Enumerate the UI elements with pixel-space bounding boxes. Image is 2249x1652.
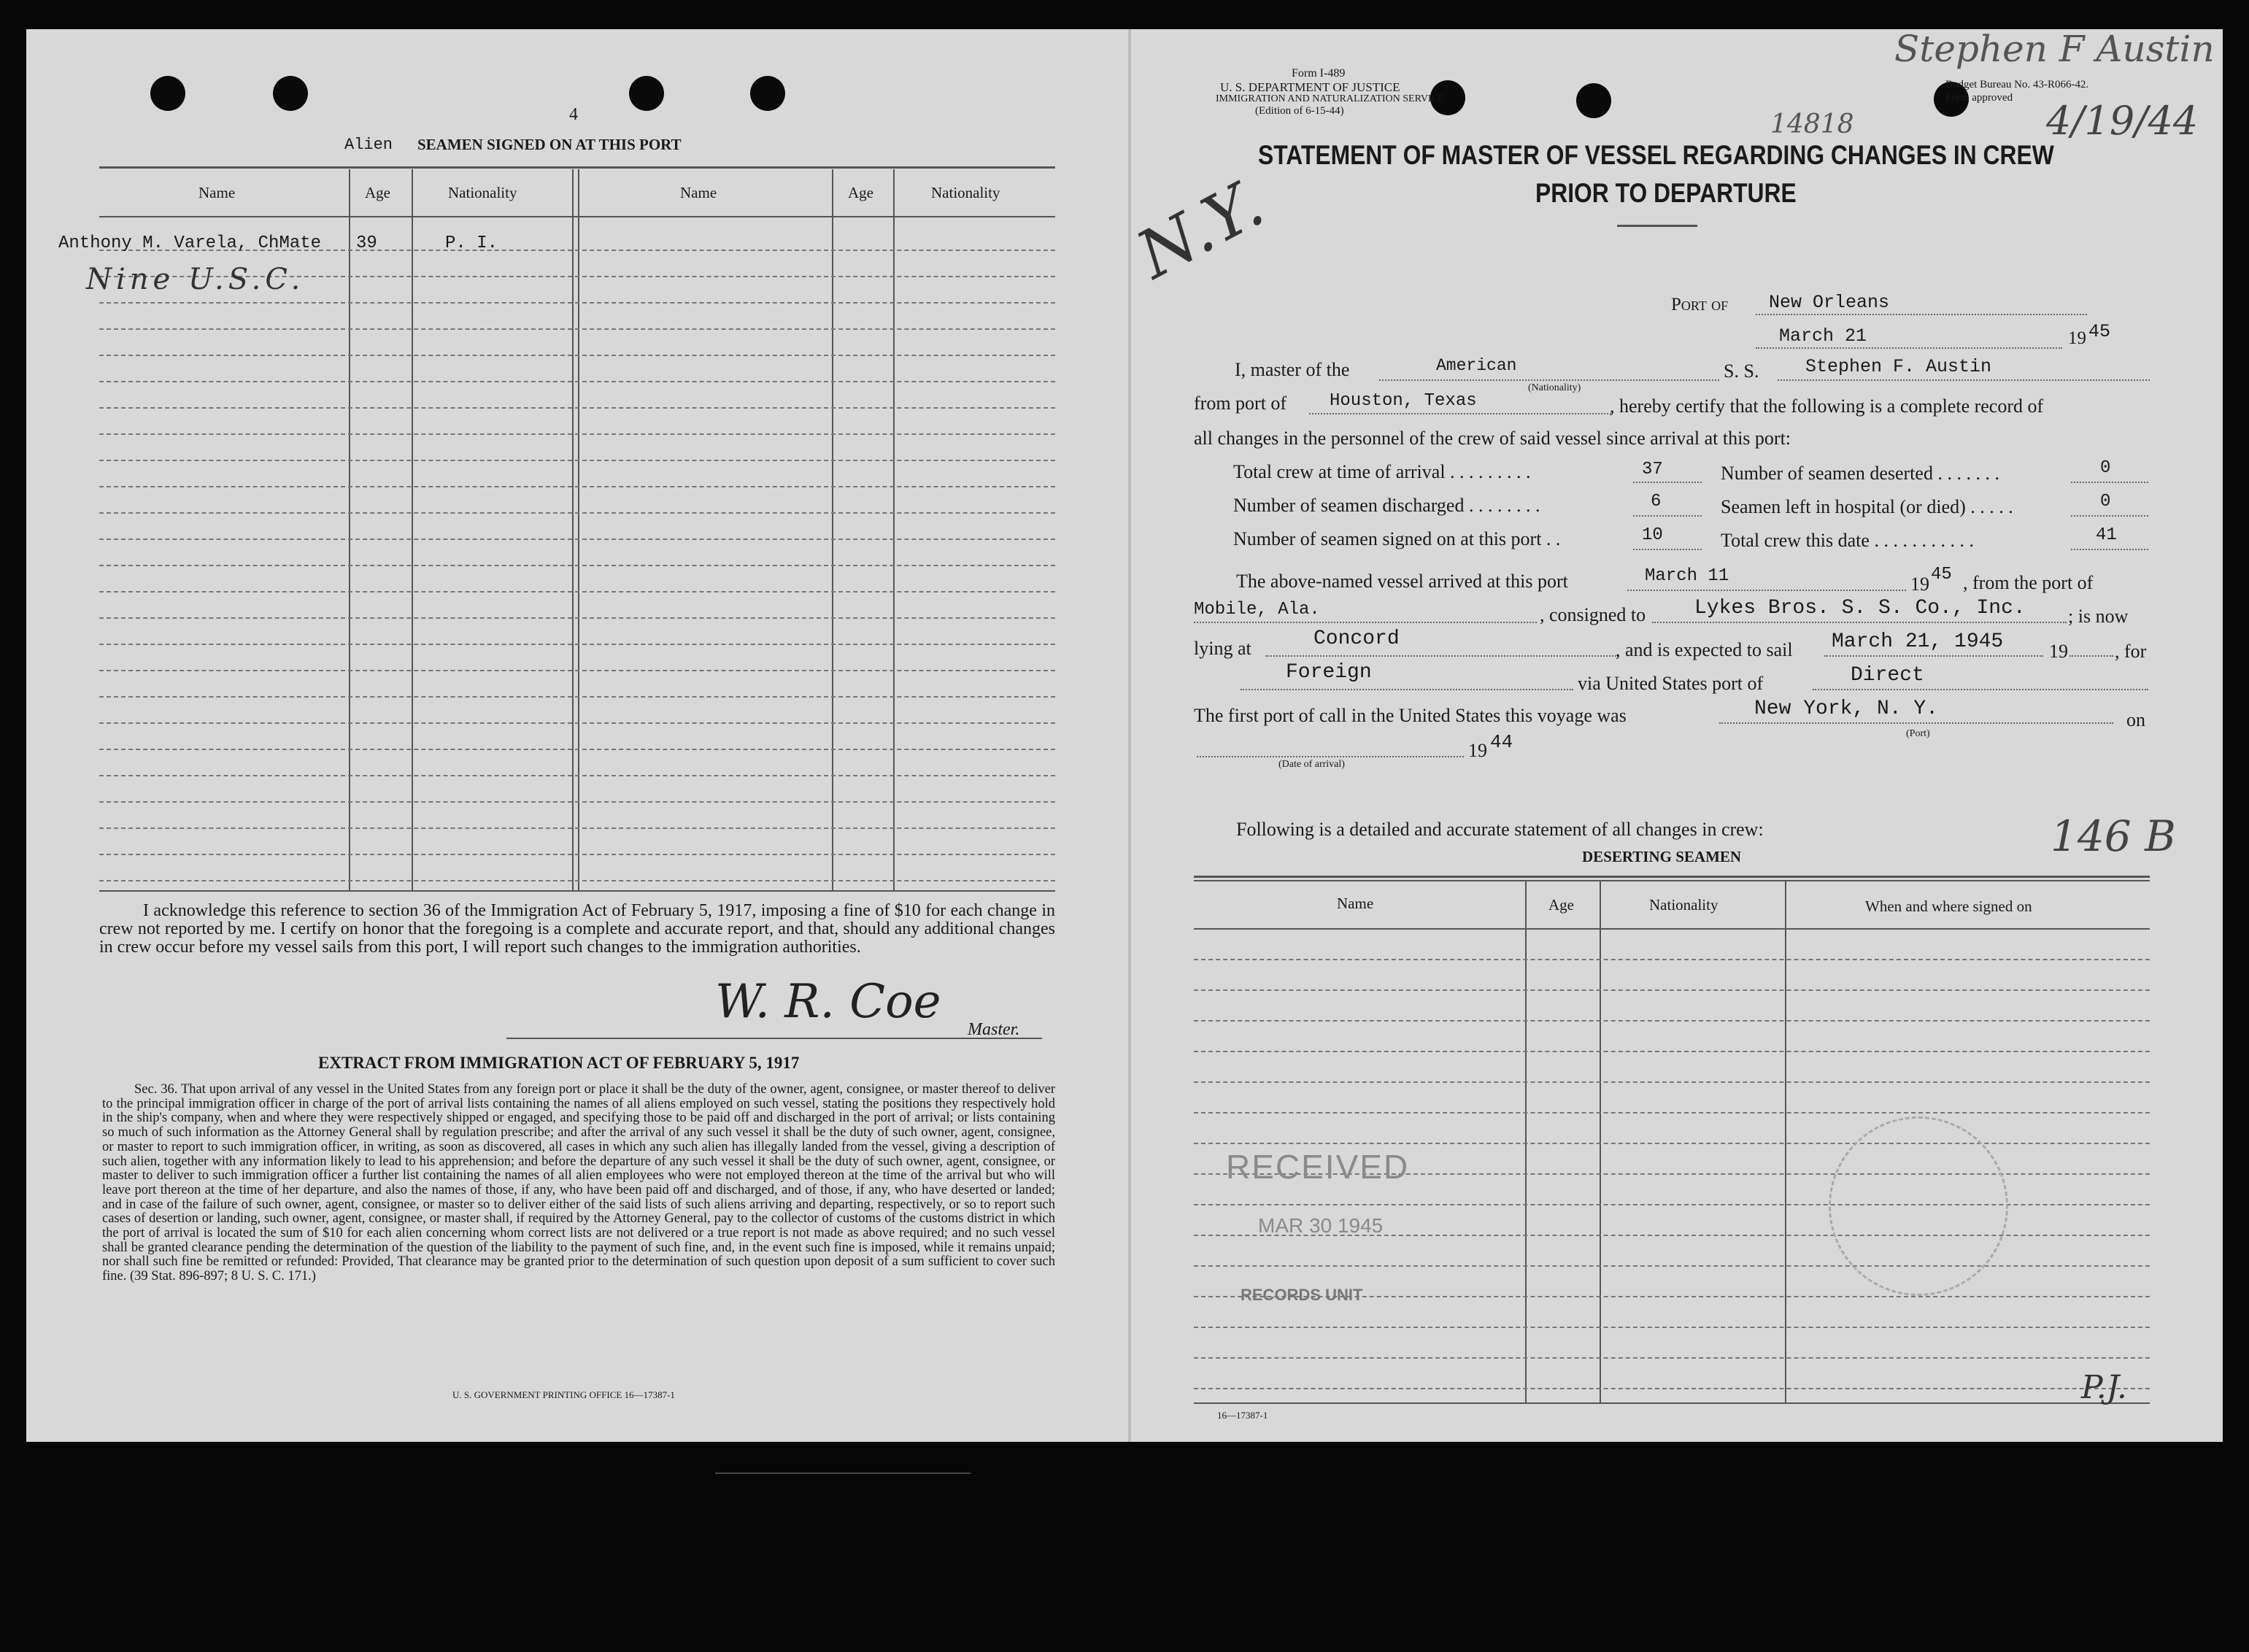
row-rule — [99, 827, 1055, 829]
deserting-header-rule — [1194, 928, 2150, 930]
nationality-fill — [1379, 379, 1719, 381]
circular-stamp — [1829, 1116, 2008, 1296]
certification-text: I acknowledge this reference to section 36 of the Immigration Act of February 5, 1917, imposing a fine of $10 for each change in crew not reported by me. I certify on honor that the foregoing is a complete and accurate report, and that, should any additional changes in crew occur before my vessel sails from this port, I will report such changes to the immigration authorities. — [99, 901, 1055, 957]
expected-label: , and is expected to sail — [1616, 639, 1793, 660]
row-rule — [99, 617, 1055, 619]
year-prefix: 19 — [2068, 328, 2086, 348]
table-title: SEAMEN SIGNED ON AT THIS PORT — [417, 136, 682, 153]
via-fill — [1813, 689, 2148, 690]
sail-year-prefix: 19 — [2049, 641, 2068, 662]
total-crew-arrival-fill — [1633, 482, 1702, 483]
first-year-prefix: 19 — [1468, 740, 1487, 761]
row-rule — [99, 486, 1055, 487]
deserted-value: 0 — [2100, 458, 2111, 478]
row-rule — [99, 328, 1055, 330]
date-value: March 21 — [1779, 325, 1867, 347]
lying-at-label: lying at — [1194, 638, 1251, 659]
nationality-label: (Nationality) — [1528, 382, 1581, 393]
row-rule — [99, 512, 1055, 514]
deserting-col-age: Age — [1548, 896, 1574, 914]
total-crew-arrival-value: 37 — [1642, 460, 1663, 479]
punch-hole — [1576, 83, 1611, 118]
form-subtitle: PRIOR TO DEPARTURE — [1535, 178, 1797, 208]
handwritten-number: 14818 — [1770, 109, 1854, 139]
port-fill — [1756, 314, 2087, 315]
total-crew-date-label: Total crew this date . . . . . . . . . . . — [1721, 530, 1974, 551]
row-rule — [1194, 1112, 2150, 1113]
first-port-value: New York, N. Y. — [1754, 698, 1939, 720]
row-rule — [99, 460, 1055, 461]
received-stamp: RECEIVED — [1226, 1148, 1410, 1186]
consigned-fill — [1652, 622, 2067, 623]
column-rule — [893, 169, 895, 892]
port-label: (Port) — [1906, 728, 1930, 739]
deserted-fill — [2071, 482, 2148, 483]
row-rule — [1194, 1081, 2150, 1083]
row-rule — [99, 355, 1055, 356]
signed-on-fill — [1633, 549, 1702, 550]
deserting-table-top-2 — [1194, 880, 2150, 881]
first-year-value: 44 — [1490, 731, 1513, 753]
consigned-label: , consigned to — [1540, 604, 1646, 625]
from-the-port-label: , from the port of — [1963, 572, 2094, 593]
hospital-value: 0 — [2100, 492, 2111, 512]
from-port-label: from port of — [1194, 393, 1287, 414]
row-rule — [99, 644, 1055, 645]
footer-code: 16—17387-1 — [1217, 1410, 1268, 1421]
column-rule — [832, 169, 833, 892]
handwritten-ship-name: Stephen F Austin — [1894, 28, 2215, 70]
via-value: Direct — [1851, 664, 1924, 687]
is-now-label: ; is now — [2068, 606, 2129, 627]
destination-fill — [1241, 689, 1573, 690]
date-of-arrival-fill — [1197, 756, 1464, 757]
form-approved: Form approved — [1945, 92, 2013, 104]
table-row-age: 39 — [356, 233, 377, 253]
vessel-value: Stephen F. Austin — [1805, 356, 1992, 377]
col-header-nationality: Nationality — [448, 184, 517, 201]
punch-hole — [629, 76, 664, 111]
consigned-value: Lykes Bros. S. S. Co., Inc. — [1694, 597, 2026, 620]
deserting-title: DESERTING SEAMEN — [1582, 848, 1742, 865]
row-rule — [1194, 1020, 2150, 1022]
form-number: Form I-489 — [1292, 67, 1346, 80]
title-rule — [1617, 225, 1697, 227]
master-label: Master. — [968, 1020, 1020, 1039]
destination-value: Foreign — [1286, 661, 1372, 684]
master-of-label: I, master of the — [1235, 359, 1350, 380]
handwritten-ny: N.Y. — [1124, 165, 1276, 294]
port-of-label: Port of — [1671, 295, 1729, 314]
department: U. S. DEPARTMENT OF JUSTICE — [1220, 80, 1400, 94]
total-crew-arrival-label: Total crew at time of arrival . . . . . . . . . — [1233, 461, 1531, 482]
via-label: via United States port of — [1578, 673, 1764, 694]
stamp-date: MAR 30 1945 — [1258, 1214, 1384, 1237]
page-number: 4 — [569, 105, 578, 124]
deserting-col-name: Name — [1337, 895, 1374, 912]
ss-label: S. S. — [1724, 360, 1759, 382]
arrived-date-fill — [1627, 590, 1906, 591]
for-label: , for — [2115, 641, 2147, 662]
row-rule — [99, 670, 1055, 671]
certify-text: , hereby certify that the following is a complete record of — [1610, 395, 2044, 417]
from-port-fill — [1309, 413, 1611, 414]
edition: (Edition of 6-15-44) — [1255, 105, 1344, 117]
deserting-table-bottom — [1194, 1402, 2150, 1404]
arrived-year-value: 45 — [1931, 565, 1952, 584]
col-header-nationality: Nationality — [931, 184, 1000, 201]
row-rule — [1194, 1051, 2150, 1052]
deserting-col-nationality: Nationality — [1649, 896, 1718, 914]
discharged-fill — [1633, 515, 1702, 517]
service: IMMIGRATION AND NATURALIZATION SERVICE — [1216, 93, 1445, 104]
from-port-value: Houston, Texas — [1330, 391, 1477, 411]
column-rule — [349, 169, 350, 892]
table-row-name: Anthony M. Varela, ChMate — [58, 233, 322, 253]
row-rule — [1194, 1388, 2150, 1389]
page-fold — [1128, 29, 1131, 1442]
hospital-fill — [2071, 515, 2148, 517]
bottom-rule — [715, 1472, 971, 1474]
row-rule — [1194, 1143, 2150, 1144]
form-title: STATEMENT OF MASTER OF VESSEL REGARDING CHANGES IN CREW — [1258, 140, 2054, 170]
extract-title: EXTRACT FROM IMMIGRATION ACT OF FEBRUARY 5, 1917 — [318, 1054, 800, 1072]
vessel-fill — [1778, 379, 2150, 381]
first-port-label: The first port of call in the United States this voyage was — [1194, 705, 1627, 726]
date-fill — [1756, 347, 2062, 349]
sail-date-value: March 21, 1945 — [1832, 630, 2004, 653]
column-rule — [572, 169, 574, 892]
column-rule — [412, 169, 413, 892]
header-typed: Alien — [344, 136, 393, 154]
row-rule — [99, 565, 1055, 566]
row-rule — [99, 539, 1055, 540]
row-rule — [99, 591, 1055, 593]
column-rule — [578, 169, 579, 892]
sail-year-fill — [2069, 655, 2113, 657]
first-port-fill — [1719, 722, 2113, 724]
row-rule — [99, 775, 1055, 776]
date-of-arrival-label: (Date of arrival) — [1278, 759, 1345, 770]
row-rule — [1194, 1327, 2150, 1328]
port-of-value: New Orleans — [1769, 292, 1890, 313]
arrived-label: The above-named vessel arrived at this port — [1236, 571, 1568, 592]
row-rule — [99, 749, 1055, 750]
table-border-bottom — [99, 890, 1055, 892]
signed-on-value: 10 — [1642, 525, 1663, 545]
certify-text-2: all changes in the personnel of the crew of said vessel since arrival at this port: — [1194, 428, 1791, 449]
deserting-table-top — [1194, 876, 2150, 878]
row-rule — [99, 722, 1055, 724]
punch-hole — [273, 76, 308, 111]
col-header-age: Age — [848, 184, 873, 201]
table-header-rule — [99, 216, 1055, 217]
col-header-name: Name — [680, 184, 717, 201]
signed-on-label: Number of seamen signed on at this port . . — [1233, 528, 1561, 549]
initials: P.J. — [2081, 1369, 2127, 1406]
row-rule — [1194, 1357, 2150, 1359]
row-rule — [99, 381, 1055, 382]
nationality-value: American — [1436, 356, 1517, 375]
budget-bureau: Budget Bureau No. 43-R066-42. — [1945, 79, 2089, 90]
row-rule — [99, 302, 1055, 304]
master-signature: W. R. Coe — [715, 975, 941, 1029]
following-text: Following is a detailed and accurate statement of all changes in crew: — [1236, 819, 1764, 840]
arrived-date-value: March 11 — [1645, 566, 1729, 586]
extract-text: Sec. 36. That upon arrival of any vessel in the United States from any foreign port or place it shall be the duty of the owner, agent, consignee, or master thereof to deliver to the principal immigration officer in charge of the port of arrival lists containing the names of all aliens employed on such vessel, stating the positions they respectively hold in the ship's company, when and where they were respectively shipped or engaged, and specifying those to be paid off and discharged in the port of arrival; or lists containing so much of such information as the Attorney General shall by regulation prescribe; and after the arrival of any such vessel it shall be the duty of such owner, agent, consignee, or master to report to such immigration officer, in writing, as soon as discovered, all cases in which any such alien has illegally landed from the vessel, giving a description of such alien, together with any information likely to lead to his apprehension; and before the departure of any such vessel it shall be the duty of such owner, agent, consignee, or master to deliver to such immigration officer a further list containing the names of all alien employees who were not employed thereon at the time of the arrival but who will leave port thereon at the time of her departure, and also the names of those, if any, who have been paid off and discharged, and of those, if any, who have deserted or landed; and in case of the failure of such owner, agent, consignee, or master so to deliver either of the said lists of such aliens arriving and departing, respectively, or so to report such cases of desertion or landing, such owner, agent, consignee, or master shall, if required by the Attorney General, pay to the collector of customs of the customs district in which the port of arrival is located the sum of $10 for each alien concerning whom correct lists are not delivered or a true report is not made as above required; and no such vessel shall be granted clearance pending the determination of the question of the liability to the payment of such fine, and, in the event such fine is imposed, while it remains unpaid; nor shall such fine be remitted or refunded: Provided, That clearance may be granted prior to the determination of such question upon deposit of a sum sufficient to cover such fine. (39 Stat. 896-897; 8 U. S. C. 171.) — [102, 1082, 1055, 1284]
signature-rule — [506, 1038, 1042, 1039]
total-crew-date-fill — [2071, 549, 2148, 550]
row-rule — [99, 433, 1055, 435]
on-label: on — [2126, 709, 2145, 730]
row-rule — [1194, 959, 2150, 960]
arrived-from-value: Mobile, Ala. — [1194, 600, 1320, 620]
year-value: 45 — [2088, 321, 2111, 342]
handwritten-note: Nine U.S.C. — [86, 263, 305, 296]
arrived-from-fill — [1194, 622, 1537, 623]
discharged-value: 6 — [1651, 492, 1662, 512]
deserting-col-signed-on: When and where signed on — [1865, 898, 2032, 915]
table-row-nationality: P. I. — [445, 233, 498, 253]
arrived-year-prefix: 19 — [1910, 574, 1929, 595]
row-rule — [99, 407, 1055, 409]
row-rule — [99, 880, 1055, 881]
row-rule — [99, 801, 1055, 803]
table-border-top — [99, 166, 1055, 169]
row-rule — [1194, 1265, 2150, 1267]
handwritten-146b: 146 B — [2051, 811, 2176, 861]
stamp-unit: RECORDS UNIT — [1241, 1286, 1363, 1304]
hospital-label: Seamen left in hospital (or died) . . . . . — [1721, 496, 2013, 517]
deserted-label: Number of seamen deserted . . . . . . . — [1721, 463, 1999, 484]
punch-hole — [150, 76, 185, 111]
row-rule — [99, 696, 1055, 698]
row-rule — [99, 854, 1055, 855]
row-rule — [1194, 989, 2150, 991]
col-header-name: Name — [198, 184, 236, 201]
discharged-label: Number of seamen discharged . . . . . . . . — [1233, 495, 1540, 516]
total-crew-date-value: 41 — [2096, 525, 2117, 545]
printing-office: U. S. GOVERNMENT PRINTING OFFICE 16—17387-1 — [452, 1389, 675, 1400]
sail-date-fill — [1824, 655, 2043, 657]
lying-at-value: Concord — [1313, 628, 1400, 650]
handwritten-date: 4/19/44 — [2046, 98, 2199, 144]
col-header-age: Age — [365, 184, 390, 201]
lying-at-fill — [1265, 655, 1619, 657]
punch-hole — [750, 76, 785, 111]
